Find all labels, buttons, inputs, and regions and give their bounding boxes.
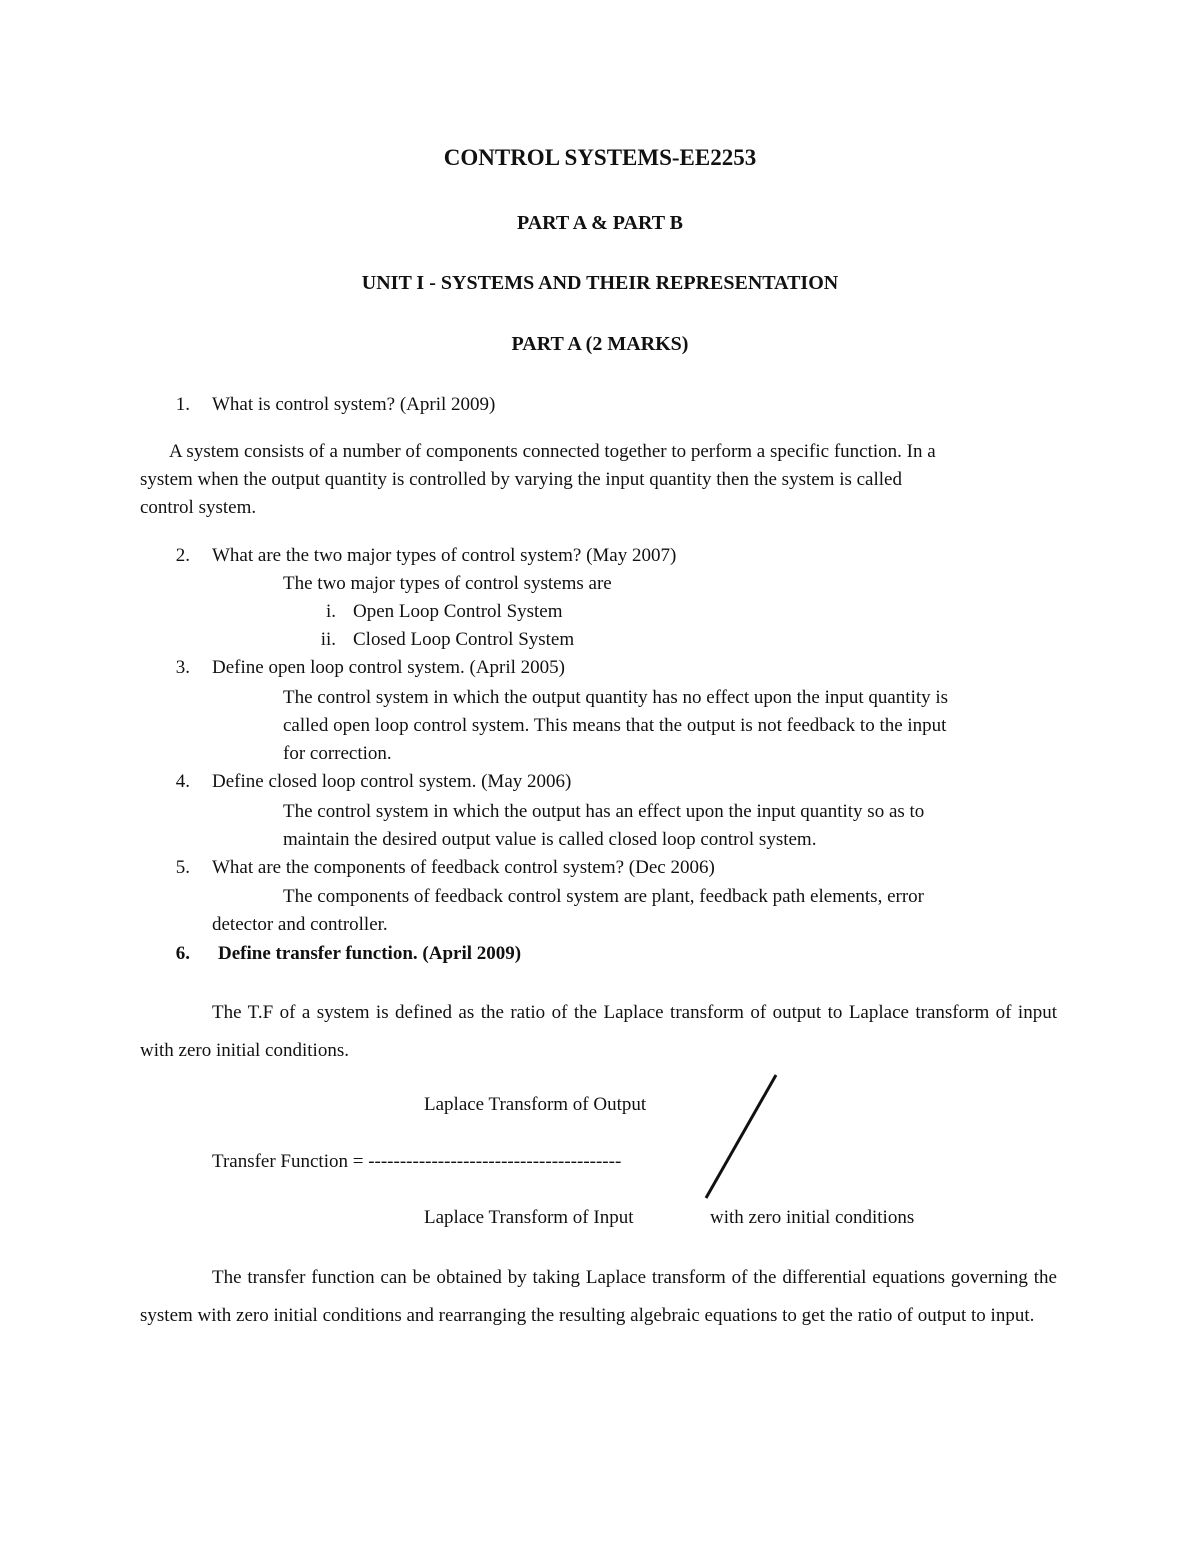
answer-1-line-2: system when the output quantity is controlled by varying the input quantity then the system is called [140,469,902,490]
answer-2-item-2-text: Closed Loop Control System [353,629,575,650]
question-2-text: What are the two major types of control system? (May 2007) [212,545,677,566]
answer-2-item-1-number: i. [325,601,336,622]
question-1-text: What is control system? (April 2009) [212,394,496,415]
answer-2-intro: The two major types of control systems are [283,573,612,594]
question-3-number: 3. [175,657,190,678]
question-2-number: 2. [175,545,190,566]
transfer-function-definition: The T.F of a system is defined as the ratio of the Laplace transform of output to Laplace transform of input with zero initial conditions. [140,1002,1057,1061]
answer-4-line-1: The control system in which the output has an effect upon the input quantity so as to [283,801,925,822]
answer-4-line-2: maintain the desired output value is called closed loop control system. [283,829,817,850]
question-5-number: 5. [175,857,190,878]
transfer-function-explanation: The transfer function can be obtained by taking Laplace transform of the differential equations governing the system with zero initial conditions and rearranging the resulting algebraic equations to get the ratio of output to input. [140,1267,1057,1326]
question-4-number: 4. [175,771,190,792]
answer-2-item-2-number: ii. [320,629,336,650]
section-heading: PART A (2 MARKS) [511,333,689,355]
parts-heading: PART A & PART B [516,212,684,234]
answer-1-line-3: control system. [140,497,257,518]
answer-5-line-1: The components of feedback control system are plant, feedback path elements, error [283,886,924,907]
answer-3-line-2: called open loop control system. This means that the output is not feedback to the input [283,715,947,736]
answer-5-line-2: detector and controller. [212,914,388,935]
answer-3-line-1: The control system in which the output quantity has no effect upon the input quantity is [283,687,949,708]
answer-1-line-1: A system consists of a number of components connected together to perform a specific function. In a [169,441,936,462]
document-title: CONTROL SYSTEMS-EE2253 [443,145,757,170]
question-3-text: Define open loop control system. (April 2005) [212,657,566,678]
question-4-text: Define closed loop control system. (May 2006) [212,771,572,792]
formula-numerator: Laplace Transform of Output [424,1094,647,1115]
question-1-number: 1. [175,394,190,415]
unit-heading: UNIT I - SYSTEMS AND THEIR REPRESENTATION [361,272,839,294]
answer-2-item-1-text: Open Loop Control System [353,601,563,622]
formula-condition: with zero initial conditions [710,1207,915,1228]
question-6-text: Define transfer function. (April 2009) [218,943,522,964]
question-6-number: 6. [175,943,190,964]
formula-denominator: Laplace Transform of Input [424,1207,634,1228]
answer-3-line-3: for correction. [283,743,392,764]
question-5-text: What are the components of feedback control system? (Dec 2006) [212,857,715,878]
formula-lhs: Transfer Function = ---------------------------------------- [212,1151,622,1172]
